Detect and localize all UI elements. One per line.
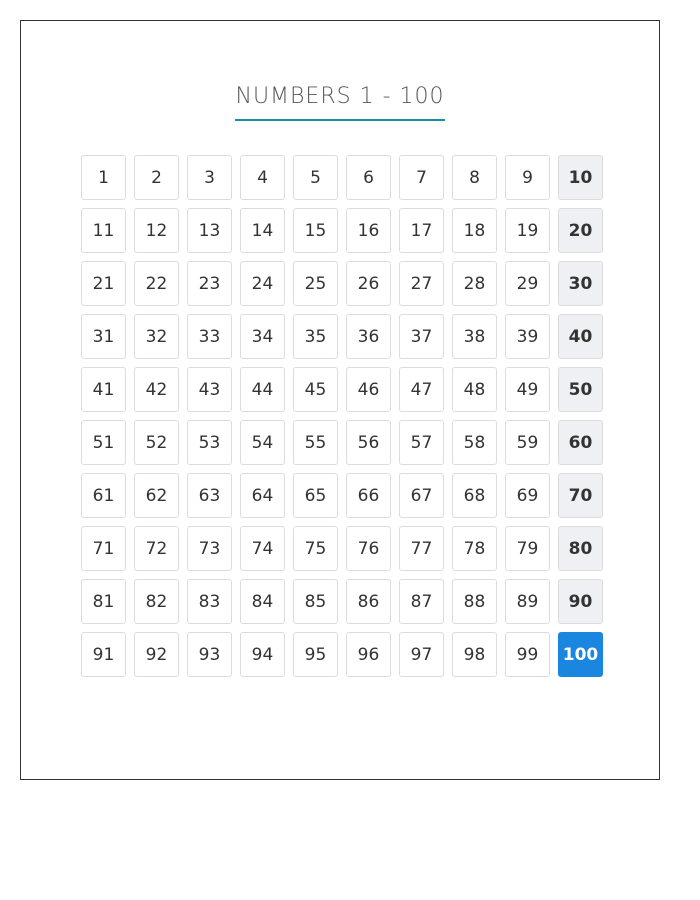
number-cell-12[interactable]: 12 xyxy=(134,208,179,253)
number-cell-42[interactable]: 42 xyxy=(134,367,179,412)
number-cell-73[interactable]: 73 xyxy=(187,526,232,571)
number-cell-28[interactable]: 28 xyxy=(452,261,497,306)
number-cell-44[interactable]: 44 xyxy=(240,367,285,412)
number-cell-7[interactable]: 7 xyxy=(399,155,444,200)
number-cell-5[interactable]: 5 xyxy=(293,155,338,200)
number-cell-19[interactable]: 19 xyxy=(505,208,550,253)
number-cell-62[interactable]: 62 xyxy=(134,473,179,518)
number-cell-93[interactable]: 93 xyxy=(187,632,232,677)
number-cell-63[interactable]: 63 xyxy=(187,473,232,518)
number-cell-39[interactable]: 39 xyxy=(505,314,550,359)
number-cell-4[interactable]: 4 xyxy=(240,155,285,200)
number-cell-92[interactable]: 92 xyxy=(134,632,179,677)
number-cell-51[interactable]: 51 xyxy=(81,420,126,465)
number-cell-91[interactable]: 91 xyxy=(81,632,126,677)
number-cell-97[interactable]: 97 xyxy=(399,632,444,677)
number-cell-98[interactable]: 98 xyxy=(452,632,497,677)
number-cell-59[interactable]: 59 xyxy=(505,420,550,465)
number-cell-94[interactable]: 94 xyxy=(240,632,285,677)
number-cell-58[interactable]: 58 xyxy=(452,420,497,465)
number-cell-20[interactable]: 20 xyxy=(558,208,603,253)
number-cell-57[interactable]: 57 xyxy=(399,420,444,465)
number-cell-55[interactable]: 55 xyxy=(293,420,338,465)
number-cell-84[interactable]: 84 xyxy=(240,579,285,624)
number-cell-30[interactable]: 30 xyxy=(558,261,603,306)
number-cell-16[interactable]: 16 xyxy=(346,208,391,253)
number-cell-2[interactable]: 2 xyxy=(134,155,179,200)
number-cell-66[interactable]: 66 xyxy=(346,473,391,518)
number-cell-34[interactable]: 34 xyxy=(240,314,285,359)
number-cell-69[interactable]: 69 xyxy=(505,473,550,518)
number-cell-54[interactable]: 54 xyxy=(240,420,285,465)
number-cell-49[interactable]: 49 xyxy=(505,367,550,412)
number-cell-61[interactable]: 61 xyxy=(81,473,126,518)
number-cell-6[interactable]: 6 xyxy=(346,155,391,200)
number-cell-43[interactable]: 43 xyxy=(187,367,232,412)
number-cell-56[interactable]: 56 xyxy=(346,420,391,465)
number-cell-81[interactable]: 81 xyxy=(81,579,126,624)
number-cell-48[interactable]: 48 xyxy=(452,367,497,412)
number-cell-47[interactable]: 47 xyxy=(399,367,444,412)
number-cell-79[interactable]: 79 xyxy=(505,526,550,571)
number-cell-10[interactable]: 10 xyxy=(558,155,603,200)
number-cell-14[interactable]: 14 xyxy=(240,208,285,253)
number-cell-32[interactable]: 32 xyxy=(134,314,179,359)
number-cell-13[interactable]: 13 xyxy=(187,208,232,253)
number-cell-89[interactable]: 89 xyxy=(505,579,550,624)
number-cell-36[interactable]: 36 xyxy=(346,314,391,359)
number-cell-3[interactable]: 3 xyxy=(187,155,232,200)
number-cell-27[interactable]: 27 xyxy=(399,261,444,306)
number-cell-35[interactable]: 35 xyxy=(293,314,338,359)
number-cell-88[interactable]: 88 xyxy=(452,579,497,624)
number-cell-1[interactable]: 1 xyxy=(81,155,126,200)
worksheet-page xyxy=(20,20,660,780)
number-cell-25[interactable]: 25 xyxy=(293,261,338,306)
number-cell-76[interactable]: 76 xyxy=(346,526,391,571)
number-cell-85[interactable]: 85 xyxy=(293,579,338,624)
number-cell-18[interactable]: 18 xyxy=(452,208,497,253)
number-cell-11[interactable]: 11 xyxy=(81,208,126,253)
number-cell-26[interactable]: 26 xyxy=(346,261,391,306)
number-cell-65[interactable]: 65 xyxy=(293,473,338,518)
number-cell-33[interactable]: 33 xyxy=(187,314,232,359)
number-cell-74[interactable]: 74 xyxy=(240,526,285,571)
number-cell-46[interactable]: 46 xyxy=(346,367,391,412)
number-cell-86[interactable]: 86 xyxy=(346,579,391,624)
number-cell-31[interactable]: 31 xyxy=(81,314,126,359)
number-cell-82[interactable]: 82 xyxy=(134,579,179,624)
number-cell-24[interactable]: 24 xyxy=(240,261,285,306)
number-cell-100[interactable]: 100 xyxy=(558,632,603,677)
number-cell-72[interactable]: 72 xyxy=(134,526,179,571)
number-cell-41[interactable]: 41 xyxy=(81,367,126,412)
number-cell-37[interactable]: 37 xyxy=(399,314,444,359)
number-cell-29[interactable]: 29 xyxy=(505,261,550,306)
number-cell-52[interactable]: 52 xyxy=(134,420,179,465)
title-container xyxy=(21,83,659,121)
number-cell-87[interactable]: 87 xyxy=(399,579,444,624)
number-cell-17[interactable]: 17 xyxy=(399,208,444,253)
number-cell-95[interactable]: 95 xyxy=(293,632,338,677)
number-cell-75[interactable]: 75 xyxy=(293,526,338,571)
number-cell-99[interactable]: 99 xyxy=(505,632,550,677)
number-cell-68[interactable]: 68 xyxy=(452,473,497,518)
number-cell-38[interactable]: 38 xyxy=(452,314,497,359)
number-cell-67[interactable]: 67 xyxy=(399,473,444,518)
number-cell-77[interactable]: 77 xyxy=(399,526,444,571)
number-cell-21[interactable]: 21 xyxy=(81,261,126,306)
number-cell-83[interactable]: 83 xyxy=(187,579,232,624)
number-cell-45[interactable]: 45 xyxy=(293,367,338,412)
number-cell-50[interactable]: 50 xyxy=(558,367,603,412)
number-cell-23[interactable]: 23 xyxy=(187,261,232,306)
number-cell-70[interactable]: 70 xyxy=(558,473,603,518)
number-cell-71[interactable]: 71 xyxy=(81,526,126,571)
number-cell-8[interactable]: 8 xyxy=(452,155,497,200)
number-cell-80[interactable]: 80 xyxy=(558,526,603,571)
number-cell-9[interactable]: 9 xyxy=(505,155,550,200)
number-cell-64[interactable]: 64 xyxy=(240,473,285,518)
number-cell-78[interactable]: 78 xyxy=(452,526,497,571)
page-title: NUMBERS 1 - 100 xyxy=(235,83,444,121)
number-cell-22[interactable]: 22 xyxy=(134,261,179,306)
number-grid xyxy=(81,155,602,677)
number-cell-53[interactable]: 53 xyxy=(187,420,232,465)
number-cell-40[interactable]: 40 xyxy=(558,314,603,359)
number-cell-90[interactable]: 90 xyxy=(558,579,603,624)
number-cell-60[interactable]: 60 xyxy=(558,420,603,465)
number-cell-96[interactable]: 96 xyxy=(346,632,391,677)
number-cell-15[interactable]: 15 xyxy=(293,208,338,253)
